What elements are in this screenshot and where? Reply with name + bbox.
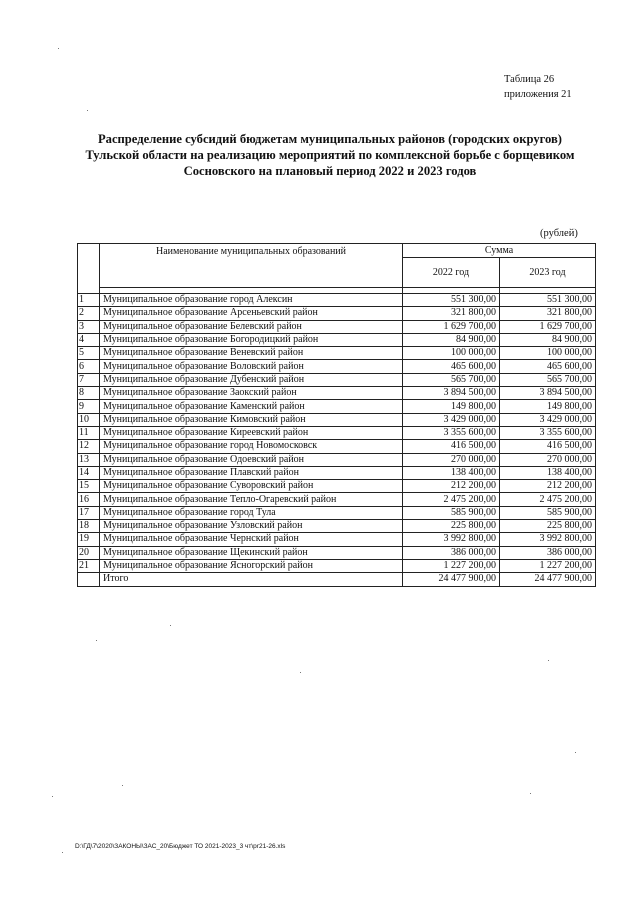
row-number: 13 <box>78 453 100 466</box>
table-row <box>78 426 596 439</box>
scan-speck <box>87 110 88 111</box>
appendix-reference <box>504 72 572 102</box>
row-number: 3 <box>78 320 100 333</box>
amount-2023: 1 227 200,00 <box>500 559 596 572</box>
row-number: 21 <box>78 559 100 572</box>
municipality-name: Муниципальное образование Дубенский район <box>100 373 403 386</box>
municipality-name: Муниципальное образование Суворовский район <box>100 480 403 493</box>
table-row <box>78 520 596 533</box>
header-name-cell: Наименование муниципальных образований <box>100 244 403 288</box>
total-index-cell <box>78 573 100 586</box>
row-number: 5 <box>78 347 100 360</box>
amount-2023: 585 900,00 <box>500 506 596 519</box>
amount-2023: 2 475 200,00 <box>500 493 596 506</box>
row-number: 2 <box>78 307 100 320</box>
municipality-name: Муниципальное образование Богородицкий район <box>100 333 403 346</box>
scan-speck <box>122 785 123 786</box>
amount-2023: 3 894 500,00 <box>500 387 596 400</box>
row-number: 19 <box>78 533 100 546</box>
table-number: Таблица 26 <box>504 74 555 85</box>
amount-2022: 321 800,00 <box>403 307 500 320</box>
municipality-name: Муниципальное образование город Тула <box>100 506 403 519</box>
amount-2022: 100 000,00 <box>403 347 500 360</box>
total-row <box>78 573 596 586</box>
table-body <box>78 244 596 587</box>
row-number: 9 <box>78 400 100 413</box>
amount-2022: 84 900,00 <box>403 333 500 346</box>
table-row <box>78 387 596 400</box>
table-row <box>78 493 596 506</box>
header-year-2022: 2022 год <box>403 258 500 288</box>
subsidy-table <box>77 243 596 587</box>
table-row <box>78 400 596 413</box>
header-row <box>78 244 596 258</box>
municipality-name: Муниципальное образование Арсеньевский район <box>100 307 403 320</box>
amount-2022: 1 629 700,00 <box>403 320 500 333</box>
table-row <box>78 320 596 333</box>
amount-2022: 225 800,00 <box>403 520 500 533</box>
amount-2023: 3 355 600,00 <box>500 426 596 439</box>
municipality-name: Муниципальное образование Каменский район <box>100 400 403 413</box>
table-row <box>78 440 596 453</box>
amount-2022: 2 475 200,00 <box>403 493 500 506</box>
title-line-2: Тульской области на реализацию мероприятий по комплексной борьбе с борщевиком <box>85 148 575 162</box>
scan-speck <box>575 752 576 753</box>
table-row <box>78 506 596 519</box>
municipality-name: Муниципальное образование Щекинский район <box>100 546 403 559</box>
amount-2022: 3 894 500,00 <box>403 387 500 400</box>
row-number: 10 <box>78 413 100 426</box>
table-row <box>78 413 596 426</box>
table-row <box>78 333 596 346</box>
row-number: 11 <box>78 426 100 439</box>
amount-2022: 386 000,00 <box>403 546 500 559</box>
amount-2023: 149 800,00 <box>500 400 596 413</box>
amount-2023: 84 900,00 <box>500 333 596 346</box>
table-row <box>78 533 596 546</box>
row-number: 4 <box>78 333 100 346</box>
scan-speck <box>58 48 59 49</box>
municipality-name: Муниципальное образование город Новомосковск <box>100 440 403 453</box>
amount-2022: 585 900,00 <box>403 506 500 519</box>
scan-speck <box>170 625 171 626</box>
units-label: (рублей) <box>540 228 578 239</box>
document-title <box>70 131 590 179</box>
header-year-2023: 2023 год <box>500 258 596 288</box>
table-row <box>78 373 596 386</box>
row-number: 17 <box>78 506 100 519</box>
municipality-name: Муниципальное образование Ясногорский район <box>100 559 403 572</box>
scan-speck <box>530 793 531 794</box>
amount-2022: 1 227 200,00 <box>403 559 500 572</box>
amount-2023: 270 000,00 <box>500 453 596 466</box>
scan-speck <box>96 640 97 641</box>
amount-2022: 149 800,00 <box>403 400 500 413</box>
amount-2022: 270 000,00 <box>403 453 500 466</box>
scan-speck <box>52 796 53 797</box>
municipality-name: Муниципальное образование Киреевский район <box>100 426 403 439</box>
row-number: 14 <box>78 466 100 479</box>
table-row <box>78 360 596 373</box>
amount-2023: 386 000,00 <box>500 546 596 559</box>
amount-2022: 3 992 800,00 <box>403 533 500 546</box>
row-number: 20 <box>78 546 100 559</box>
header-sum-cell: Сумма <box>403 244 596 258</box>
row-number: 12 <box>78 440 100 453</box>
file-path-footer: D:\ГД\7\2020\ЗАКОНЫ\ЗАС_20\Бюджет ТО 2021-2023_3 чт\pr21-26.xls <box>75 843 286 850</box>
municipality-name: Муниципальное образование Веневский район <box>100 347 403 360</box>
scan-speck <box>548 660 549 661</box>
amount-2023: 225 800,00 <box>500 520 596 533</box>
row-number: 1 <box>78 294 100 307</box>
municipality-name: Муниципальное образование город Алексин <box>100 294 403 307</box>
total-label: Итого <box>100 573 403 586</box>
amount-2023: 3 992 800,00 <box>500 533 596 546</box>
municipality-name: Муниципальное образование Чернский район <box>100 533 403 546</box>
amount-2023: 212 200,00 <box>500 480 596 493</box>
municipality-name: Муниципальное образование Плавский район <box>100 466 403 479</box>
table-row <box>78 559 596 572</box>
total-2022: 24 477 900,00 <box>403 573 500 586</box>
row-number: 18 <box>78 520 100 533</box>
municipality-name: Муниципальное образование Одоевский район <box>100 453 403 466</box>
table-row <box>78 466 596 479</box>
municipality-name: Муниципальное образование Тепло-Огаревский район <box>100 493 403 506</box>
row-number: 15 <box>78 480 100 493</box>
row-number: 16 <box>78 493 100 506</box>
amount-2022: 416 500,00 <box>403 440 500 453</box>
amount-2022: 3 355 600,00 <box>403 426 500 439</box>
municipality-name: Муниципальное образование Воловский район <box>100 360 403 373</box>
scan-speck <box>62 852 63 853</box>
amount-2023: 1 629 700,00 <box>500 320 596 333</box>
municipality-name: Муниципальное образование Узловский район <box>100 520 403 533</box>
amount-2022: 138 400,00 <box>403 466 500 479</box>
municipality-name: Муниципальное образование Кимовский район <box>100 413 403 426</box>
amount-2023: 138 400,00 <box>500 466 596 479</box>
amount-2022: 212 200,00 <box>403 480 500 493</box>
table-row <box>78 546 596 559</box>
table-row <box>78 294 596 307</box>
title-line-1: Распределение субсидий бюджетам муниципальных районов (городских округов) <box>97 132 563 146</box>
amount-2023: 565 700,00 <box>500 373 596 386</box>
table-row <box>78 480 596 493</box>
scan-speck <box>300 672 301 673</box>
amount-2023: 465 600,00 <box>500 360 596 373</box>
table-row <box>78 453 596 466</box>
municipality-name: Муниципальное образование Белевский район <box>100 320 403 333</box>
total-2023: 24 477 900,00 <box>500 573 596 586</box>
amount-2023: 100 000,00 <box>500 347 596 360</box>
amount-2023: 3 429 000,00 <box>500 413 596 426</box>
amount-2022: 3 429 000,00 <box>403 413 500 426</box>
amount-2022: 565 700,00 <box>403 373 500 386</box>
table-row <box>78 347 596 360</box>
title-line-3: Сосновского на плановый период 2022 и 2023 годов <box>183 164 477 178</box>
table-row <box>78 307 596 320</box>
amount-2023: 321 800,00 <box>500 307 596 320</box>
amount-2022: 465 600,00 <box>403 360 500 373</box>
appendix-number: приложения 21 <box>504 89 572 100</box>
amount-2022: 551 300,00 <box>403 294 500 307</box>
municipality-name: Муниципальное образование Заокский район <box>100 387 403 400</box>
header-index-cell <box>78 244 100 294</box>
amount-2023: 416 500,00 <box>500 440 596 453</box>
amount-2023: 551 300,00 <box>500 294 596 307</box>
row-number: 6 <box>78 360 100 373</box>
row-number: 8 <box>78 387 100 400</box>
row-number: 7 <box>78 373 100 386</box>
